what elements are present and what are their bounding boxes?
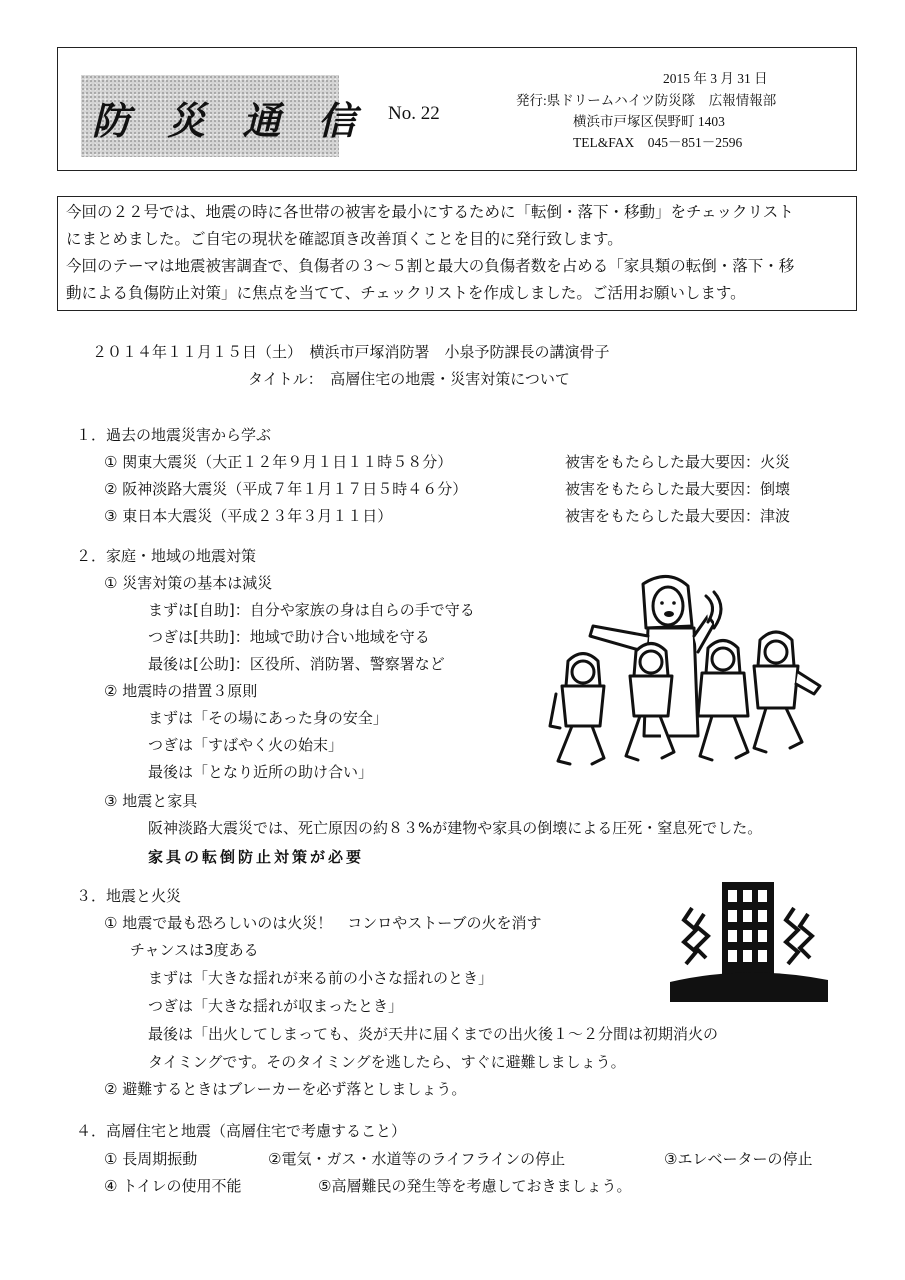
subsection-title: ② 避難するときはブレーカーを必ず落としましょう。 [104, 1080, 467, 1098]
intro-line: 今回のテーマは地震被害調査で、負傷者の３～５割と最大の負傷者数を占める「家具類の転倒・落下・移 [66, 257, 795, 275]
issue-date: 2015 年 3 月 31 日 [663, 71, 768, 86]
subsection-line: つぎは「すばやく火の始末」 [148, 736, 344, 754]
subsection-line: 最後は「となり近所の助け合い」 [148, 763, 374, 781]
subsection-line: つぎは[共助]：地域で助け合い地域を守る [148, 628, 430, 646]
earthquake-building-illustration [662, 878, 832, 1002]
child-figure [626, 644, 674, 761]
shake-lines-icon [800, 914, 812, 958]
publisher: 発行:県ドリームハイツ防災隊 広報情報部 [516, 93, 777, 108]
subsection-line: チャンスは3度ある [130, 941, 259, 959]
emphasis-text: 家具の転倒防止対策が必要 [148, 848, 365, 866]
concern-item: ① 長周期振動 [104, 1150, 198, 1168]
section3-heading: ３．地震と火災 [76, 887, 182, 905]
shake-lines-icon [684, 908, 696, 964]
child-figure [754, 632, 820, 752]
subsection-line: まずは[自助]：自分や家族の身は自らの手で守る [148, 601, 475, 619]
concern-item: ③エレベーターの停止 [664, 1150, 813, 1168]
concern-item: ⑤高層難民の発生等を考慮しておきましょう。 [318, 1177, 632, 1195]
section2-heading: ２．家庭・地域の地震対策 [76, 547, 257, 565]
subsection-line: 阪神淡路大震災では、死亡原因の約８３%が建物や家具の倒壊による圧死・窒息死でした。 [148, 819, 763, 837]
section4-heading: ４．高層住宅と地震（高層住宅で考慮すること） [76, 1122, 407, 1140]
disaster-item: ① 関東大震災（大正１２年９月１日１１時５８分） [104, 453, 453, 471]
subsection-line: まずは「その場にあった身の安全」 [148, 709, 388, 727]
lecture-info: ２０１４年１１月１５日（土） 横浜市戸塚消防署 小泉予防課長の講演骨子 [92, 343, 610, 361]
intro-line: にまとめました。ご自宅の現状を確認頂き改善頂くことを目的に発行致します。 [66, 230, 623, 248]
disaster-item: ② 阪神淡路大震災（平成７年１月１７日５時４６分） [104, 480, 468, 498]
intro-line: 動による負傷防止対策」に焦点を当てて、チェックリストを作成しました。ご活用お願いします。 [66, 284, 746, 302]
section1-heading: １．過去の地震災害から学ぶ [76, 426, 272, 444]
issue-number: No. 22 [388, 103, 440, 124]
evacuation-illustration [548, 566, 848, 781]
publisher-tel: TEL&FAX 045－851－2596 [573, 135, 743, 150]
subsection-line: タイミングです。そのタイミングを逃したら、すぐに避難しましょう。 [148, 1053, 626, 1071]
disaster-cause: 被害をもたらした最大要因：倒壊 [565, 480, 791, 498]
publisher-address: 横浜市戸塚区俣野町 1403 [573, 114, 725, 129]
disaster-cause: 被害をもたらした最大要因：火災 [565, 453, 791, 471]
concern-item: ②電気・ガス・水道等のライフラインの停止 [268, 1150, 566, 1168]
subsection-title: ③ 地震と家具 [104, 792, 198, 810]
subsection-line: 最後は「出火してしまっても、炎が天井に届くまでの出火後１～２分間は初期消火の [148, 1025, 719, 1043]
subsection-line: つぎは「大きな揺れが収まったとき」 [148, 997, 404, 1015]
shake-lines-icon [696, 914, 708, 958]
disaster-cause: 被害をもたらした最大要因：津波 [565, 507, 791, 525]
subsection-title: ① 地震で最も恐ろしいのは火災！ コンロやストーブの火を消す [104, 914, 542, 932]
lecture-title: タイトル： 高層住宅の地震・災害対策について [248, 370, 570, 388]
concern-item: ④ トイレの使用不能 [104, 1177, 242, 1195]
subsection-line: まずは「大きな揺れが来る前の小さな揺れのとき」 [148, 969, 494, 987]
intro-line: 今回の２２号では、地震の時に各世帯の被害を最小にするために「転倒・落下・移動」をチェックリスト [66, 203, 794, 221]
child-figure [698, 641, 748, 761]
subsection-line: 最後は[公助]：区役所、消防署、警察署など [148, 655, 445, 673]
subsection-title: ① 災害対策の基本は減災 [104, 574, 273, 592]
subsection-title: ② 地震時の措置３原則 [104, 682, 258, 700]
disaster-item: ③ 東日本大震災（平成２３年３月１１日） [104, 507, 393, 525]
shake-lines-icon [786, 908, 798, 964]
child-figure [550, 654, 604, 765]
newsletter-title: 防 災 通 信 [92, 98, 368, 143]
ground-icon [670, 972, 828, 1002]
